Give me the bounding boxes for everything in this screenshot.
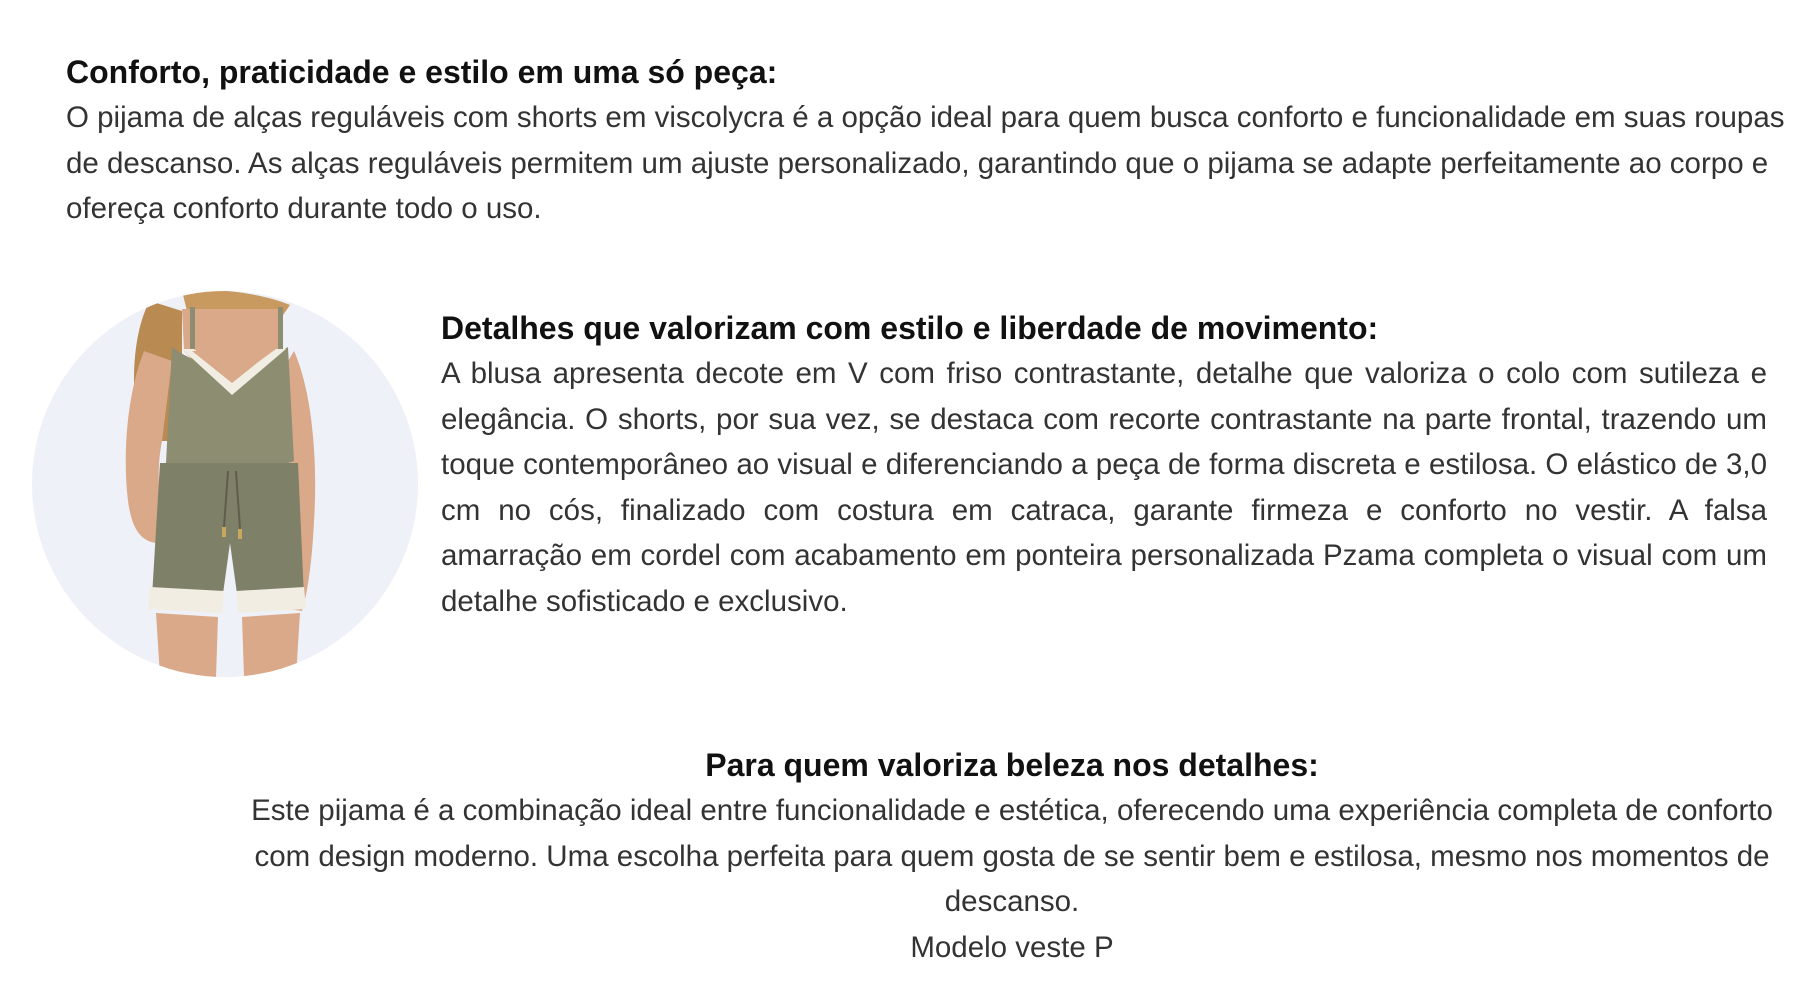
intro-heading: Conforto, praticidade e estilo em uma só peça: — [66, 54, 778, 90]
size-note: Modelo veste P — [910, 930, 1114, 964]
model-photo-illustration — [32, 291, 418, 677]
intro-section — [66, 49, 1786, 232]
product-model-photo — [32, 291, 418, 677]
details-section — [441, 305, 1767, 624]
closing-heading: Para quem valoriza beleza nos detalhes: — [705, 747, 1319, 783]
details-heading: Detalhes que valorizam com estilo e liberdade de movimento: — [441, 310, 1379, 346]
intro-paragraph: O pijama de alças reguláveis com shorts em viscolycra é a opção ideal para quem busca conforto e funcionalidade em suas roupas de descanso. As alças reguláveis permitem um ajuste personalizado, garantindo que o pijama se adapte perfeitamente ao corpo e ofereça conforto durante todo o uso. — [66, 101, 1785, 225]
details-paragraph: A blusa apresenta decote em V com friso contrastante, detalhe que valoriza o colo com sutileza e elegância. O shorts, por sua vez, se destaca com recorte contrastante na parte frontal, trazendo um toque contemporâneo ao visual e diferenciando a peça de forma discreta e estilosa. O elástico de 3,0 cm no cós, finalizado com costura em catraca, garante firmeza e conforto no vestir. A falsa amarração em cordel com acabamento em ponteira personalizada Pzama completa o visual com um detalhe sofisticado e exclusivo. — [441, 357, 1767, 618]
closing-paragraph: Este pijama é a combinação ideal entre funcionalidade e estética, oferecendo uma experiência completa de conforto com design moderno. Uma escolha perfeita para quem gosta de se sentir bem e estilosa, mesmo nos momentos de descanso. — [251, 794, 1773, 918]
closing-section — [230, 742, 1794, 970]
